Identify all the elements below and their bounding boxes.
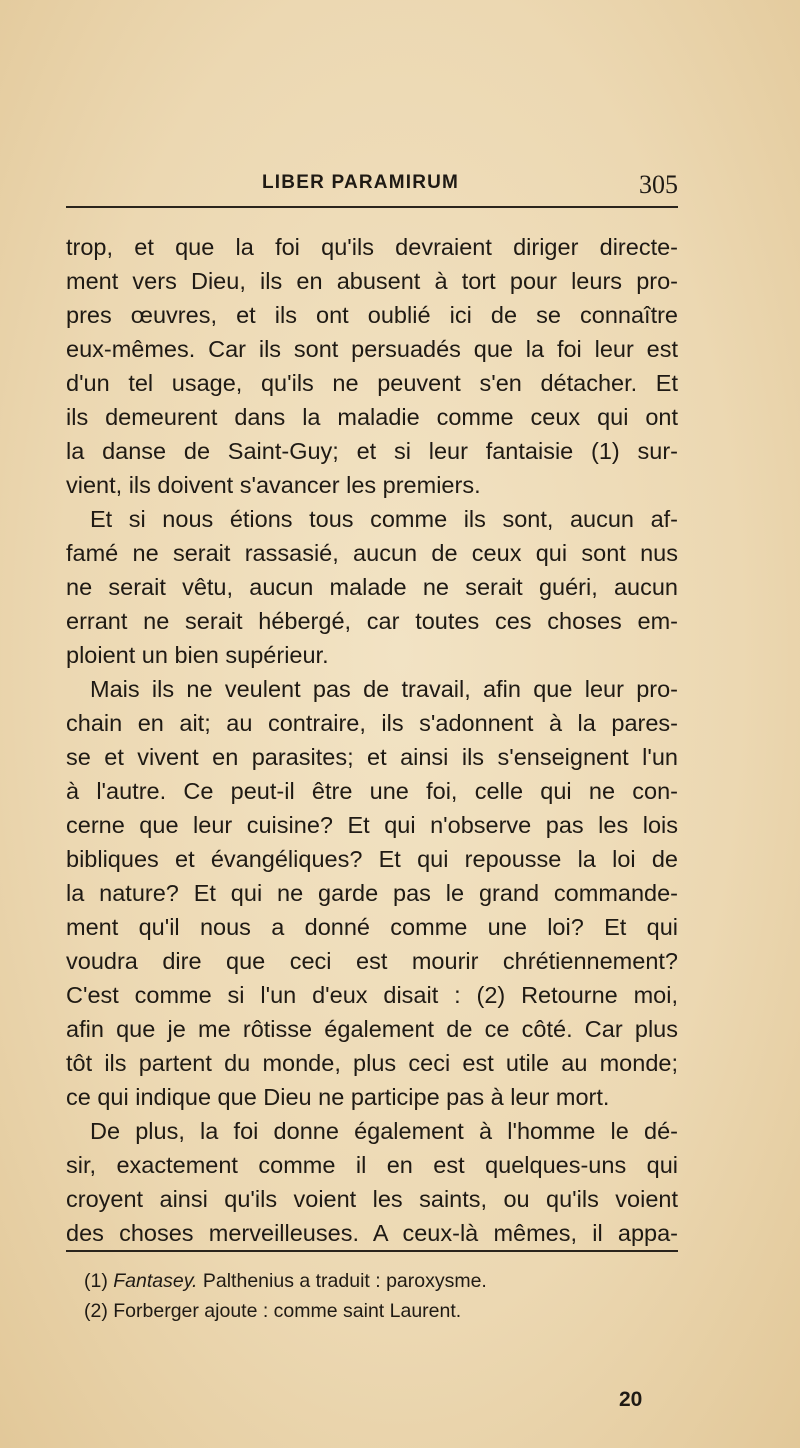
text-line: la danse de Saint-Guy; et si leur fantaisie (1) sur- <box>66 438 678 464</box>
text-line: Et si nous étions tous comme ils sont, aucun af- <box>90 506 678 532</box>
footnote-text: Palthenius a traduit : paroxysme. <box>202 1270 487 1292</box>
text-line: chain en ait; au contraire, ils s'adonnent à la pares- <box>66 710 678 736</box>
page-number: 305 <box>639 170 678 199</box>
text-line: tôt ils partent du monde, plus ceci est utile au monde; <box>66 1050 678 1076</box>
body-text <box>66 230 678 1250</box>
text-line: se et vivent en parasites; et ainsi ils s'enseignent l'un <box>66 744 678 770</box>
text-line: sir, exactement comme il en est quelques-uns qui <box>66 1152 678 1178</box>
text-line: des choses merveilleuses. A ceux-là mêmes, il appa- <box>66 1220 678 1246</box>
text-line: pres œuvres, et ils ont oublié ici de se connaître <box>66 302 678 328</box>
text-line: ment vers Dieu, ils en abusent à tort pour leurs pro- <box>66 268 678 294</box>
text-line: ne serait vêtu, aucun malade ne serait guéri, aucun <box>66 574 678 600</box>
text-line: bibliques et évangéliques? Et qui repousse la loi de <box>66 846 678 872</box>
text-line: Mais ils ne veulent pas de travail, afin que leur pro- <box>90 676 678 702</box>
footnote-marker: (1) <box>84 1270 108 1292</box>
text-line: afin que je me rôtisse également de ce côté. Car plus <box>66 1016 678 1042</box>
text-line: errant ne serait hébergé, car toutes ces choses em- <box>66 608 678 634</box>
text-line: trop, et que la foi qu'ils devraient diriger directe- <box>66 234 678 260</box>
footnotes <box>84 1266 678 1326</box>
text-line: ce qui indique que Dieu ne participe pas à leur mort. <box>66 1084 610 1110</box>
text-line: ils demeurent dans la maladie comme ceux qui ont <box>66 404 678 430</box>
header-rule <box>66 206 678 208</box>
footnote-2 <box>84 1296 678 1326</box>
text-line: ploient un bien supérieur. <box>66 642 329 668</box>
footnote-title: Fantasey. <box>113 1270 198 1292</box>
text-line: la nature? Et qui ne garde pas le grand commande- <box>66 880 678 906</box>
footnote-marker: (2) <box>84 1300 108 1322</box>
page-header <box>66 168 678 208</box>
signature-mark: 20 <box>619 1388 643 1411</box>
text-line: C'est comme si l'un d'eux disait : (2) Retourne moi, <box>66 982 678 1008</box>
text-line: d'un tel usage, qu'ils ne peuvent s'en détacher. Et <box>66 370 678 396</box>
text-line: De plus, la foi donne également à l'homme le dé- <box>90 1118 678 1144</box>
text-line: ment qu'il nous a donné comme une loi? Et qui <box>66 914 678 940</box>
footnote-rule <box>66 1250 678 1252</box>
text-line: cerne que leur cuisine? Et qui n'observe pas les lois <box>66 812 678 838</box>
text-line: famé ne serait rassasié, aucun de ceux qui sont nus <box>66 540 678 566</box>
footnote-1 <box>84 1266 678 1296</box>
text-line: à l'autre. Ce peut-il être une foi, celle qui ne con- <box>66 778 678 804</box>
footnote-text: Forberger ajoute : comme saint Laurent. <box>113 1300 462 1322</box>
text-line: voudra dire que ceci est mourir chrétiennement? <box>66 948 678 974</box>
text-line: eux-mêmes. Car ils sont persuadés que la foi leur est <box>66 336 678 362</box>
text-line: croyent ainsi qu'ils voient les saints, ou qu'ils voient <box>66 1186 678 1212</box>
running-head: LIBER PARAMIRUM <box>262 172 460 193</box>
text-line: vient, ils doivent s'avancer les premiers. <box>66 472 481 498</box>
